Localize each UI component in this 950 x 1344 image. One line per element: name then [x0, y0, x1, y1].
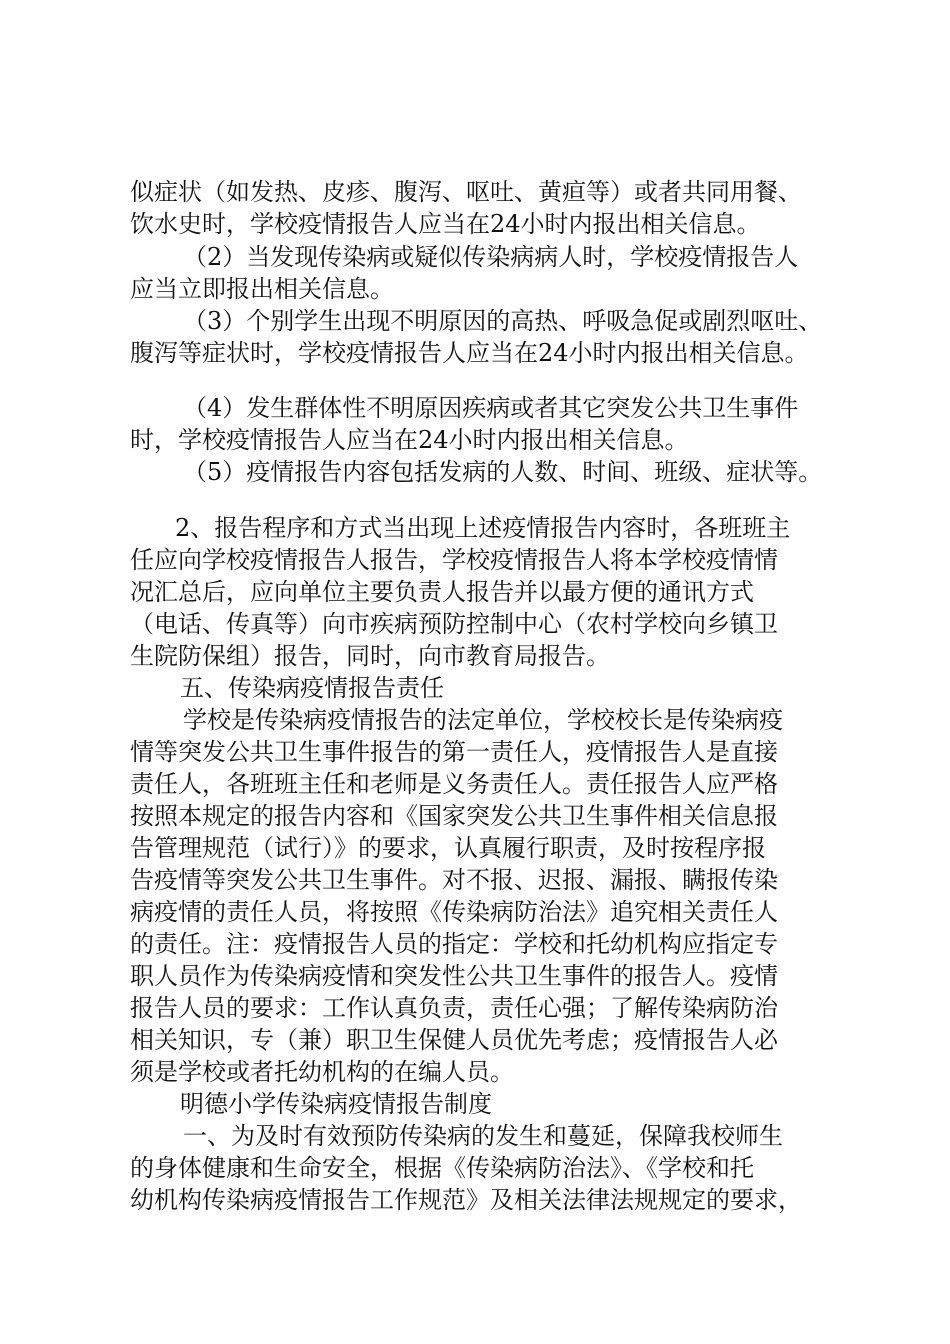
- text-line: 应当立即报出相关信息。: [130, 275, 394, 303]
- text-line: 报告人员的要求：工作认真负责，责任心强；了解传染病防治: [130, 994, 778, 1022]
- text-line: 学校是传染病疫情报告的法定单位，学校校长是传染病疫: [183, 706, 783, 734]
- text-line: 按照本规定的报告内容和《国家突发公共卫生事件相关信息报: [130, 802, 778, 830]
- text-line: 一、为及时有效预防传染病的发生和蔓延，保障我校师生: [183, 1122, 783, 1150]
- text-line: 任应向学校疫情报告人报告，学校疫情报告人将本学校疫情情: [130, 546, 778, 574]
- document-subtitle: 明德小学传染病疫情报告制度: [180, 1090, 492, 1118]
- text-line: 相关知识，专（兼）职卫生保健人员优先考虑；疫情报告人必: [130, 1026, 778, 1054]
- text-line: 似症状（如发热、皮疹、腹泻、呕吐、黄疸等）或者共同用餐、: [130, 178, 802, 206]
- text-line: 饮水史时，学校疫情报告人应当在24小时内报出相关信息。: [130, 210, 761, 238]
- text-line: （4）发生群体性不明原因疾病或者其它突发公共卫生事件: [183, 394, 799, 422]
- text-line: 的身体健康和生命安全，根据《传染病防治法》、《学校和托: [130, 1154, 754, 1182]
- text-line: 职人员作为传染病疫情和突发性公共卫生事件的报告人。疫情: [130, 962, 778, 990]
- text-line: （3）个别学生出现不明原因的高热、呼吸急促或剧烈呕吐、: [183, 307, 823, 335]
- text-line: 责任人，各班班主任和老师是义务责任人。责任报告人应严格: [130, 770, 778, 798]
- text-line: 时，学校疫情报告人应当在24小时内报出相关信息。: [130, 426, 689, 454]
- text-line: （电话、传真等）向市疾病预防控制中心（农村学校向乡镇卫: [130, 610, 778, 638]
- text-line: 告管理规范（试行）》的要求，认真履行职责，及时按程序报: [130, 834, 766, 862]
- text-line: 2、报告程序和方式当出现上述疫情报告内容时，各班班主: [175, 514, 791, 542]
- text-line: （5）疫情报告内容包括发病的人数、时间、班级、症状等。: [183, 458, 823, 486]
- text-line: 须是学校或者托幼机构的在编人员。: [130, 1058, 514, 1086]
- text-line: 病疫情的责任人员，将按照《传染病防治法》追究相关责任人: [130, 898, 778, 926]
- text-line: 幼机构传染病疫情报告工作规范》及相关法律法规规定的要求，: [130, 1186, 802, 1214]
- text-line: 生院防保组）报告，同时，向市教育局报告。: [130, 642, 610, 670]
- text-line: （2）当发现传染病或疑似传染病病人时，学校疫情报告人: [183, 243, 799, 271]
- text-line: 腹泻等症状时，学校疫情报告人应当在24小时内报出相关信息。: [130, 339, 809, 367]
- text-line: 情等突发公共卫生事件报告的第一责任人，疫情报告人是直接: [130, 738, 778, 766]
- text-line: 况汇总后，应向单位主要负责人报告并以最方便的通讯方式: [130, 578, 754, 606]
- text-line: 告疫情等突发公共卫生事件。对不报、迟报、漏报、瞒报传染: [130, 866, 778, 894]
- text-line: 的责任。注：疫情报告人员的指定：学校和托幼机构应指定专: [130, 930, 778, 958]
- section-heading: 五、传染病疫情报告责任: [180, 674, 444, 702]
